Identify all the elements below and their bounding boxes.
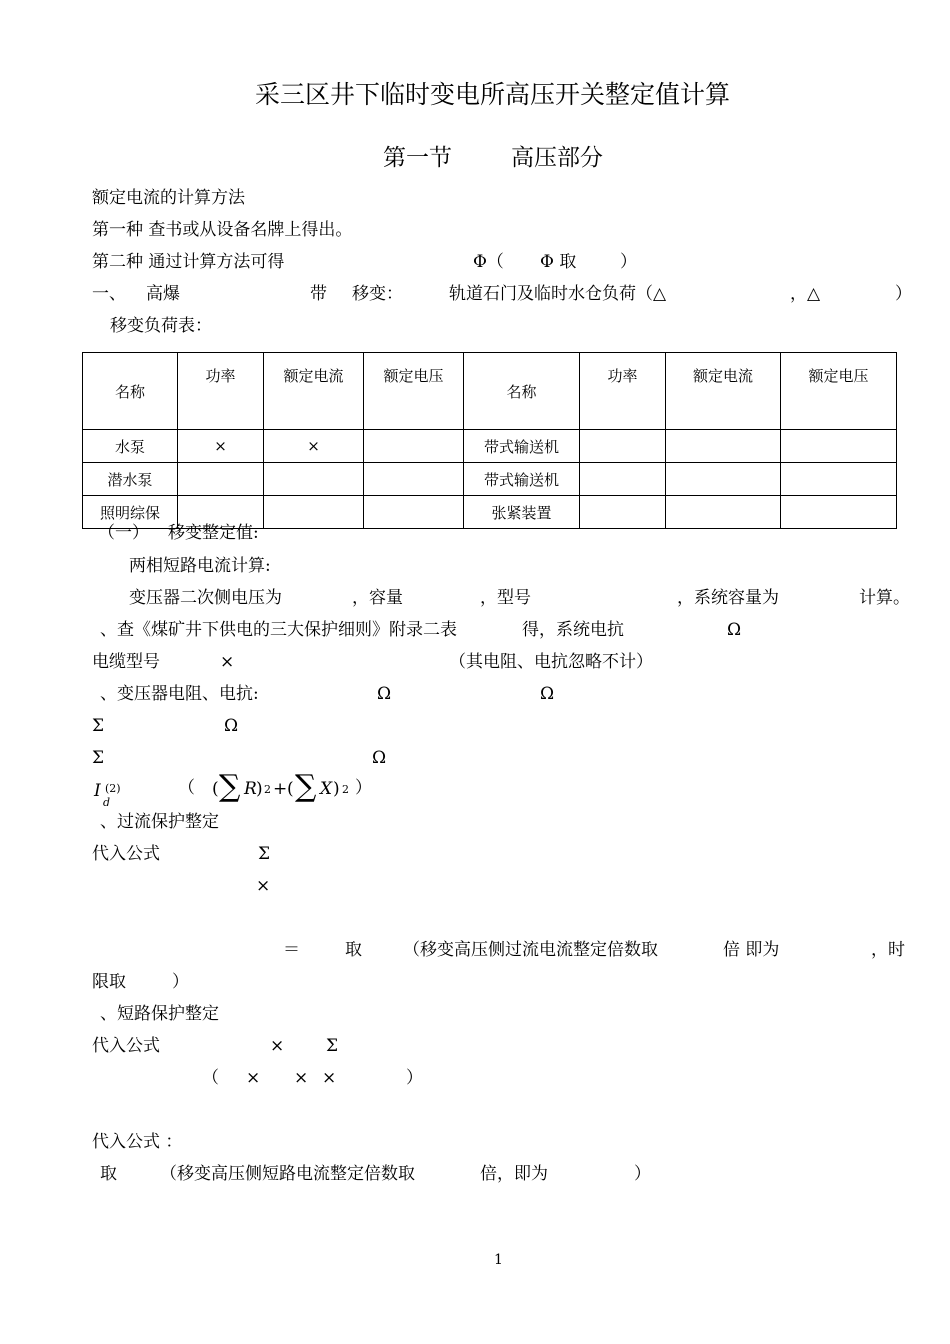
formula-square: 2	[342, 783, 349, 796]
formula-paren: (	[212, 779, 219, 799]
table-cell	[364, 430, 464, 463]
item-one-number: 一、	[92, 284, 126, 304]
open-paren: （	[202, 1068, 219, 1088]
omega-symbol: Ω	[372, 748, 387, 768]
page-number: 1	[494, 1252, 503, 1268]
formula-square: 2	[264, 783, 271, 796]
item-one-yibian: 移变：	[352, 284, 403, 304]
short-circuit-heading: 两相短路电流计算:	[129, 556, 271, 576]
header-voltage-1: 额定电压	[364, 353, 464, 430]
take-label: 取	[100, 1164, 117, 1184]
load-table	[82, 352, 897, 529]
subsection-name: 移变整定值:	[168, 523, 259, 543]
cable-model: 电缆型号	[92, 652, 160, 672]
transformer-rx: 、变压器电阻、电抗:	[100, 684, 259, 704]
formula-open-paren: （	[178, 778, 195, 798]
header-voltage-2: 额定电压	[781, 353, 897, 430]
times-symbol: ×	[246, 1068, 261, 1088]
table-cell	[781, 430, 897, 463]
sigma-symbol: Σ	[258, 844, 271, 864]
table-header-row	[83, 353, 897, 430]
method-two-close: ）	[620, 252, 637, 272]
table-caption: 移变负荷表：	[110, 316, 212, 336]
formula-close-paren: ）	[355, 778, 372, 798]
transformer-voltage: 变压器二次侧电压为	[129, 588, 282, 608]
short-circuit-note: （移变高压侧短路电流整定倍数取	[160, 1164, 415, 1184]
lookup-result: 得，系统电抗	[522, 620, 624, 640]
table-cell: 张紧装置	[464, 496, 580, 529]
substitute-label: 代入公式	[92, 1036, 160, 1056]
method-two: 第二种 通过计算方法可得	[92, 252, 285, 272]
overcurrent-comma: ，时	[871, 940, 905, 960]
table-cell	[666, 463, 781, 496]
table-cell: 水泵	[83, 430, 178, 463]
phi-symbol: Φ（	[473, 252, 504, 272]
table-cell	[580, 430, 666, 463]
table-cell: 带式输送机	[464, 463, 580, 496]
short-protection-heading: 、短路保护整定	[100, 1004, 219, 1024]
item-one-name: 高爆	[146, 284, 180, 304]
item-one-close: ）	[895, 284, 912, 304]
table-cell: ×	[178, 430, 264, 463]
table-cell	[781, 496, 897, 529]
table-cell	[364, 463, 464, 496]
time-limit-close: ）	[172, 972, 189, 992]
item-one-load: 轨道石门及临时水仓负荷（△	[449, 284, 667, 304]
short-circuit-close: ）	[634, 1164, 651, 1184]
formula-paren: )	[256, 779, 263, 799]
table-cell: ×	[264, 430, 364, 463]
subsection-number: （一）	[98, 523, 149, 543]
formula-subscript: d	[103, 796, 111, 809]
sigma-symbol: Σ	[326, 1036, 339, 1056]
table-cell	[666, 496, 781, 529]
times-symbol: ×	[294, 1068, 309, 1088]
lookup-line: 、查《煤矿井下供电的三大保护细则》附录二表	[100, 620, 457, 640]
omega-symbol: Ω	[727, 620, 742, 640]
formula-paren: )	[333, 779, 340, 799]
table-cell	[666, 430, 781, 463]
formula-paren: (	[287, 779, 294, 799]
sigma-symbol: Σ	[92, 748, 105, 768]
table-cell: 带式输送机	[464, 430, 580, 463]
omega-symbol: Ω	[377, 684, 392, 704]
time-limit-label: 限取	[92, 972, 126, 992]
short-circuit-multiple: 倍，即为	[480, 1164, 548, 1184]
times-symbol: ×	[270, 1036, 285, 1056]
header-current-2: 额定电流	[666, 353, 781, 430]
header-power-2: 功率	[580, 353, 666, 430]
header-current-1: 额定电流	[264, 353, 364, 430]
item-one-comma: ，△	[790, 284, 821, 304]
table-cell: 照明综保	[83, 496, 178, 529]
cable-note: （其电阻、电抗忽略不计）	[449, 652, 653, 672]
times-symbol: ×	[256, 876, 271, 896]
table-row	[83, 463, 897, 496]
overcurrent-note: （移变高压侧过流电流整定倍数取	[403, 940, 658, 960]
transformer-model: ，型号	[480, 588, 531, 608]
overcurrent-heading: 、过流保护整定	[100, 812, 219, 832]
formula-r: R	[244, 779, 257, 799]
omega-symbol: Ω	[224, 716, 239, 736]
times-symbol: ×	[220, 652, 235, 672]
table-cell	[580, 496, 666, 529]
overcurrent-multiple: 倍 即为	[723, 940, 780, 960]
omega-symbol: Ω	[540, 684, 555, 704]
table-row	[83, 430, 897, 463]
item-one-dai: 带	[310, 284, 327, 304]
substitute-label-2: 代入公式 ：	[92, 1132, 183, 1152]
table-cell	[580, 463, 666, 496]
table-cell	[178, 463, 264, 496]
close-paren: ）	[406, 1068, 423, 1088]
table-cell	[264, 496, 364, 529]
header-name-1: 名称	[83, 353, 178, 430]
table-cell	[264, 463, 364, 496]
substitute-label: 代入公式	[92, 844, 160, 864]
sum-symbol: ∑	[295, 769, 317, 804]
system-capacity: ，系统容量为	[677, 588, 779, 608]
transformer-capacity: ，容量	[352, 588, 403, 608]
take-label: 取	[345, 940, 362, 960]
section-number: 第一节	[383, 145, 452, 171]
formula-x: X	[320, 779, 333, 799]
document-title: 采三区井下临时变电所高压开关整定值计算	[255, 80, 731, 109]
formula-current-symbol: I	[94, 781, 101, 801]
calc-end: 计算。	[859, 588, 910, 608]
formula-superscript: (2)	[105, 782, 121, 795]
equals-symbol: ＝	[283, 940, 300, 960]
formula-plus: +	[273, 779, 288, 799]
times-symbol: ×	[322, 1068, 337, 1088]
sum-symbol: ∑	[219, 769, 241, 804]
header-name-2: 名称	[464, 353, 580, 430]
method-one: 第一种 查书或从设备名牌上得出。	[92, 220, 353, 240]
method-heading: 额定电流的计算方法	[92, 188, 245, 208]
phi-take: Φ 取	[540, 252, 577, 272]
table-cell: 潜水泵	[83, 463, 178, 496]
table-cell	[781, 463, 897, 496]
table-cell	[364, 496, 464, 529]
header-power-1: 功率	[178, 353, 264, 430]
section-name: 高压部分	[511, 145, 603, 171]
sigma-symbol: Σ	[92, 716, 105, 736]
